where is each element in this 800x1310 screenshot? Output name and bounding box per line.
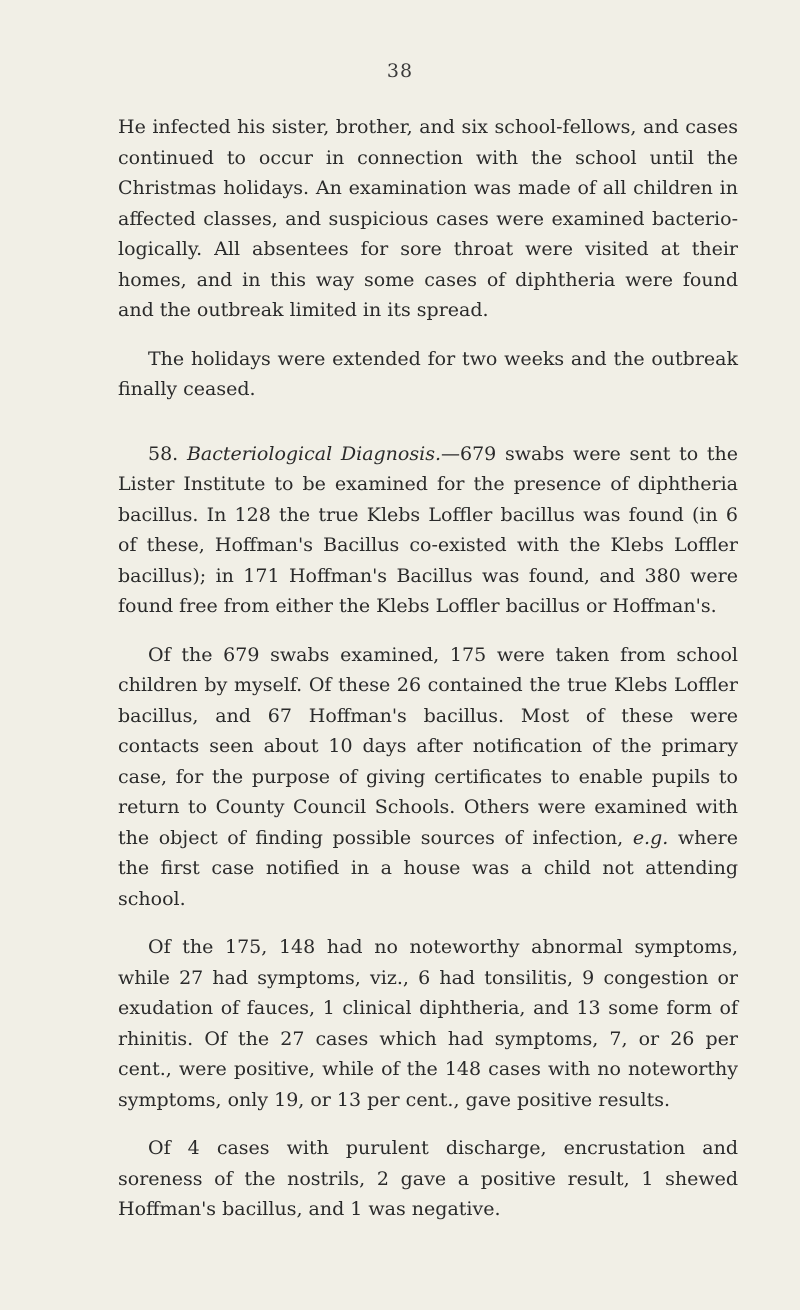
abbreviation-eg: e.g.: [632, 826, 669, 849]
paragraph-school-swabs: [118, 640, 738, 915]
body-text: [118, 112, 738, 1225]
page-number: 38: [386, 60, 414, 82]
paragraph-outbreak-continuation: He infected his sister, brother, and six school-fellows, and cases continued to occur in connection with the school until the Christmas holidays. An examination was made of all children in affected classes, and suspicious cases were examined bacterio-logically. All absentees for sore throat were visited at their homes, and in this way some cases of diphtheria were found and the outbreak limited in its spread.: [118, 116, 738, 321]
paragraph-purulent-discharge: Of 4 cases with purulent discharge, encrustation and soreness of the nostrils, 2 gave a positive result, 1 shewed Hoffman's bacillus, and 1 was negative.: [118, 1137, 738, 1220]
section-58-text: —679 swabs were sent to the Lister Institute to be examined for the presence of diphtheria bacillus. In 128 the true Klebs Loffler bacillus was found (in 6 of these, Hoffman's Bacillus co-existed with the Klebs Loffler bacillus); in 171 Hoffman's Bacillus was found, and 380 were found free from either the Klebs Loffler bacillus or Hoffman's.: [118, 442, 739, 617]
paragraph-symptoms: Of the 175, 148 had no noteworthy abnormal symptoms, while 27 had symptoms, viz., 6 had tonsilitis, 9 congestion or exudation of fauces, 1 clinical diphtheria, and 13 some form of rhinitis. Of the 27 cases which had symptoms, 7, or 26 per cent., were positive, while of the 148 cases with no noteworthy symptoms, only 19, or 13 per cent., gave positive results.: [118, 936, 738, 1111]
school-swabs-text-before: Of the 679 swabs examined, 175 were taken from school children by myself. Of these 26 contained the true Klebs Loffler bacillus, and 67 Hoffman's bacillus. Most of these were contacts seen about 10 days after notification of the primary case, for the purpose of giving certificates to enable pupils to return to County Council Schools. Others were examined with the object of finding possible sources of infection,: [118, 643, 738, 849]
paragraph-section-58: [118, 439, 738, 622]
school-swabs-text-after: where the first case notified in a house was a child not attending school.: [118, 826, 738, 910]
section-heading: Bacteriological Diagnosis.: [186, 442, 441, 465]
paragraph-holidays-extended: The holidays were extended for two weeks and the outbreak finally ceased.: [118, 347, 738, 400]
section-number: 58.: [148, 442, 179, 465]
